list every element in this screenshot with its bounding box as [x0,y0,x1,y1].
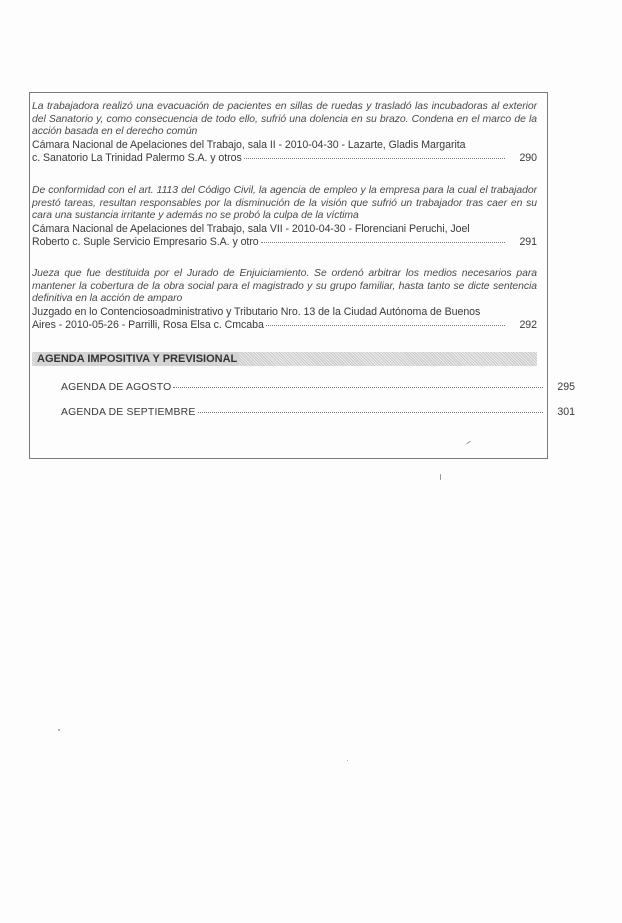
entry-summary: Jueza que fue destituida por el Jurado de Enjuiciamiento. Se ordenó arbitrar los medios necesarios para mantener la cobertura de la obra social para el magistrado y su grupo familiar, hasta tanto se dicte sentencia definitiva en la acción de amparo [32,268,537,305]
entry-citation-last-line [32,236,537,249]
entry-citation: Cámara Nacional de Apelaciones del Trabajo, sala VII - 2010-04-30 - Florenciani Peruchi, Joel [32,222,470,235]
section-title: AGENDA IMPOSITIVA Y PREVISIONAL [37,353,238,365]
entry-citation-parties: c. Sanatorio La Trinidad Palermo S.A. y otros [32,151,242,164]
agenda-label: AGENDA DE AGOSTO [61,382,172,393]
entry-page-number: 290 [519,151,537,164]
agenda-page-number: 295 [557,381,575,393]
entry-page-number: 291 [519,235,537,248]
entry-summary: La trabajadora realizó una evacuación de pacientes en sillas de ruedas y trasladó las incubadoras al exterior del Sanatorio y, como consecuencia de todo ello, sufrió una dolencia en su brazo. Condena en el marco de la acción basada en el derecho común [32,101,537,138]
index-entry [32,185,537,248]
index-entry [32,268,537,331]
entry-summary: De conformidad con el art. 1113 del Código Civil, la agencia de empleo y la empresa para la cual el trabajador prestó tareas, resultan responsables por la disminución de la visión que sufrió un trabajador tras caer en su cara una sustancia irritante y además no se probó la culpa de la víctima [32,185,537,222]
entry-citation-parties: Roberto c. Suple Servicio Empresario S.A. y otro [32,235,259,248]
entry-citation: Cámara Nacional de Apelaciones del Trabajo, sala II - 2010-04-30 - Lazarte, Gladis Margarita [32,138,466,151]
leader-dots [198,412,544,413]
leader-dots [244,158,505,159]
agenda-page-number: 301 [557,406,575,418]
entry-citation-parties: Aires - 2010-05-26 - Parrilli, Rosa Elsa c. Cmcaba [32,318,264,331]
index-entry [32,101,537,164]
entry-citation-last-line [32,152,537,165]
scan-speck [58,729,60,731]
leader-dots [261,242,505,243]
entry-citation: Juzgado en lo Contenciosoadministrativo y Tributario Nro. 13 de la Ciudad Autónoma de Buenos [32,305,481,318]
entry-citation-last-line [32,319,537,332]
scan-speck [440,474,441,480]
agenda-row [61,406,575,418]
section-header-bar [32,352,537,366]
leader-dots [266,325,505,326]
agenda-row [61,381,575,393]
leader-dots [173,387,543,388]
agenda-label: AGENDA DE SEPTIEMBRE [61,407,196,418]
scan-speck [347,760,348,761]
entry-page-number: 292 [519,318,537,331]
